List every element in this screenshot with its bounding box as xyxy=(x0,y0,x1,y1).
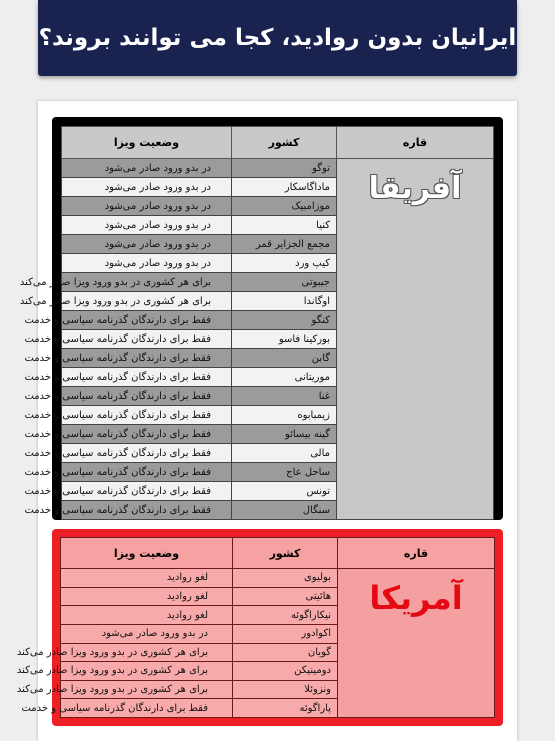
visa-status-cell: برای هر کشوری در بدو ورود ویزا صادر می‌کند xyxy=(61,662,233,681)
country-cell: دومینیکن xyxy=(233,662,338,681)
america-table-block xyxy=(16,529,503,726)
country-cell: موریتانی xyxy=(232,368,337,387)
header-continent: قاره xyxy=(338,538,495,569)
visa-status-cell: برای هر کشوری در بدو ورود ویزا صادر می‌کند xyxy=(62,273,232,292)
continent-cell xyxy=(338,569,495,718)
country-cell: ونزوئلا xyxy=(233,680,338,699)
table-row xyxy=(62,159,494,178)
header-country: کشور xyxy=(233,538,338,569)
country-cell: بورکینا فاسو xyxy=(232,330,337,349)
country-cell: کنیا xyxy=(232,216,337,235)
visa-status-cell: فقط برای دارندگان گذرنامه سیاسی و خدمت xyxy=(62,406,232,425)
country-cell: اوگاندا xyxy=(232,292,337,311)
visa-status-cell: در بدو ورود صادر می‌شود xyxy=(62,159,232,178)
country-cell: سنگال xyxy=(232,501,337,520)
country-cell: بولیوی xyxy=(233,569,338,588)
header-continent: قاره xyxy=(337,127,494,159)
visa-status-cell: برای هر کشوری در بدو ورود ویزا صادر می‌کند xyxy=(62,292,232,311)
visa-status-cell: فقط برای دارندگان گذرنامه سیاسی و خدمت xyxy=(62,425,232,444)
country-cell: جیبوتی xyxy=(232,273,337,292)
country-cell: موزامبیک xyxy=(232,197,337,216)
country-cell: توگو xyxy=(232,159,337,178)
page-title: ایرانیان بدون روادید، کجا می توانند بروند؟ xyxy=(38,25,517,51)
visa-status-cell: در بدو ورود صادر می‌شود xyxy=(62,235,232,254)
header-visa-status: وضعیت ویزا xyxy=(62,127,232,159)
country-cell: غنا xyxy=(232,387,337,406)
africa-table xyxy=(19,126,494,520)
continent-label: آمریکا xyxy=(369,579,463,617)
visa-status-cell: لغو روادید xyxy=(61,587,233,606)
header-visa-status: وضعیت ویزا xyxy=(61,538,233,569)
visa-status-cell: فقط برای دارندگان گذرنامه سیاسی و خدمت xyxy=(62,368,232,387)
visa-status-cell: در بدو ورود صادر می‌شود xyxy=(61,624,233,643)
visa-status-cell: فقط برای دارندگان گذرنامه سیاسی و خدمت xyxy=(62,311,232,330)
visa-status-cell: برای هر کشوری در بدو ورود ویزا صادر می‌کند xyxy=(61,680,233,699)
america-table xyxy=(16,537,495,718)
country-cell: مالی xyxy=(232,444,337,463)
country-cell: گویان xyxy=(233,643,338,662)
country-cell: اکوادور xyxy=(233,624,338,643)
visa-status-cell: در بدو ورود صادر می‌شود xyxy=(62,197,232,216)
country-cell: ساحل عاج xyxy=(232,463,337,482)
visa-status-cell: لغو روادید xyxy=(61,569,233,588)
visa-status-cell: فقط برای دارندگان گذرنامه سیاسی و خدمت xyxy=(62,482,232,501)
country-cell: مجمع الجزایر قمر xyxy=(232,235,337,254)
country-cell: زیمبابوه xyxy=(232,406,337,425)
visa-status-cell: فقط برای دارندگان گذرنامه سیاسی و خدمت xyxy=(62,349,232,368)
table-row xyxy=(61,569,495,588)
visa-status-cell: فقط برای دارندگان گذرنامه سیاسی و خدمت xyxy=(62,387,232,406)
visa-status-cell: فقط برای دارندگان گذرنامه سیاسی و خدمت xyxy=(61,699,233,718)
page-header xyxy=(38,0,517,76)
continent-label: آفریقا xyxy=(368,171,462,206)
visa-status-cell: در بدو ورود صادر می‌شود xyxy=(62,178,232,197)
visa-status-cell: فقط برای دارندگان گذرنامه سیاسی و خدمت xyxy=(62,501,232,520)
header-country: کشور xyxy=(232,127,337,159)
country-cell: تونس xyxy=(232,482,337,501)
continent-cell xyxy=(337,159,494,520)
visa-status-cell: فقط برای دارندگان گذرنامه سیاسی و خدمت xyxy=(62,463,232,482)
visa-status-cell: فقط برای دارندگان گذرنامه سیاسی و خدمت xyxy=(62,444,232,463)
visa-status-cell: برای هر کشوری در بدو ورود ویزا صادر می‌کند xyxy=(61,643,233,662)
country-cell: گابن xyxy=(232,349,337,368)
country-cell: کنگو xyxy=(232,311,337,330)
country-cell: گینه بیسائو xyxy=(232,425,337,444)
visa-status-cell: در بدو ورود صادر می‌شود xyxy=(62,254,232,273)
country-cell: نیکاراگوئه xyxy=(233,606,338,625)
country-cell: ماداگاسکار xyxy=(232,178,337,197)
africa-table-block xyxy=(19,117,503,520)
country-cell: پاراگوئه xyxy=(233,699,338,718)
visa-status-cell: فقط برای دارندگان گذرنامه سیاسی و خدمت xyxy=(62,330,232,349)
visa-status-cell: در بدو ورود صادر می‌شود xyxy=(62,216,232,235)
visa-status-cell: لغو روادید xyxy=(61,606,233,625)
country-cell: هائیتی xyxy=(233,587,338,606)
country-cell: کیپ ورد xyxy=(232,254,337,273)
